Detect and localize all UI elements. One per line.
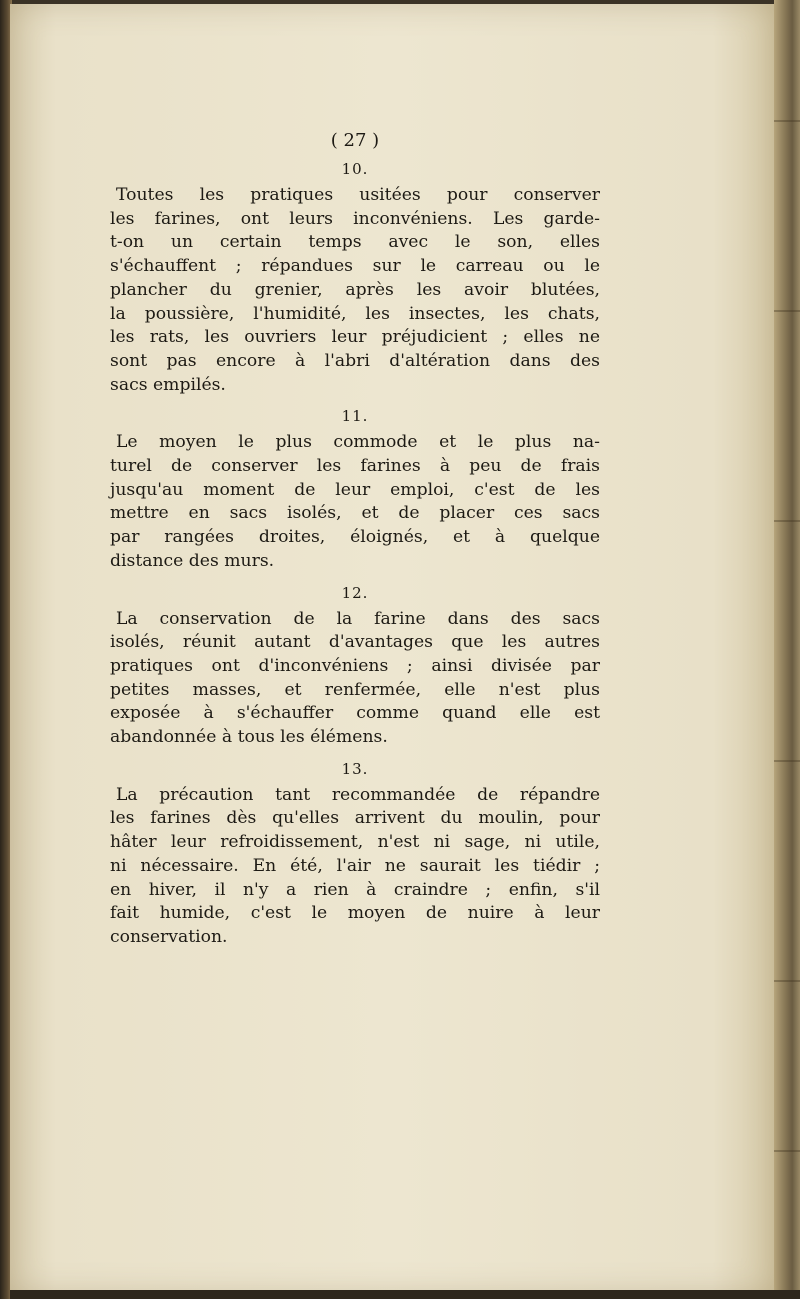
text-line: s'échauffent ; répandues sur le carreau ou le	[110, 256, 600, 277]
page-text-block	[110, 130, 600, 958]
section-12	[110, 582, 600, 750]
section-number: 10.	[341, 160, 369, 178]
paragraph	[110, 784, 600, 950]
text-line: sacs empilés.	[110, 374, 226, 395]
section-number: 12.	[341, 583, 369, 602]
text-line: conservation.	[110, 926, 228, 947]
text-line: par rangées droites, éloignés, et à quelque	[110, 527, 600, 548]
text-line: mettre en sacs isolés, et de placer ces sacs	[110, 503, 600, 524]
paragraph	[110, 431, 600, 573]
section-11	[110, 405, 600, 573]
text-line: en hiver, il n'y a rien à craindre ; enfin, s'il	[110, 879, 600, 900]
text-line: La conservation de la farine dans des sacs	[116, 608, 600, 629]
text-line: la poussière, l'humidité, les insectes, les chats,	[110, 303, 600, 324]
text-line: exposée à s'échauffer comme quand elle est	[110, 703, 600, 724]
paragraph	[110, 608, 600, 750]
text-line: fait humide, c'est le moyen de nuire à leur	[110, 903, 600, 924]
text-line: abandonnée à tous les élémens.	[110, 727, 388, 748]
text-line: ni nécessaire. En été, l'air ne saurait les tiédir ;	[110, 855, 600, 876]
text-line: sont pas encore à l'abri d'altération dans des	[110, 350, 600, 371]
text-line: Toutes les pratiques usitées pour conserver	[116, 185, 600, 205]
text-line: les rats, les ouvriers leur préjudicient ; elles ne	[110, 327, 600, 348]
section-13	[110, 758, 600, 950]
section-number: 13.	[341, 759, 369, 778]
text-line: jusqu'au moment de leur emploi, c'est de les	[110, 479, 600, 500]
text-line: hâter leur refroidissement, n'est ni sage, ni utile,	[110, 832, 600, 853]
text-line: plancher du grenier, après les avoir blutées,	[110, 279, 600, 300]
text-line: pratiques ont d'inconvéniens ; ainsi divisée par	[110, 655, 600, 676]
page-number: ( 27 )	[330, 130, 380, 151]
paragraph	[110, 184, 600, 397]
text-line: distance des murs.	[110, 550, 275, 571]
text-line: Le moyen le plus commode et le plus na-	[116, 432, 600, 453]
text-line: La précaution tant recommandée de répandre	[116, 784, 600, 805]
text-line: isolés, réunit autant d'avantages que les autres	[110, 632, 600, 653]
page-bottom-edge	[10, 1290, 800, 1299]
text-line: petites masses, et renfermée, elle n'est plus	[110, 679, 600, 700]
text-line: turel de conserver les farines à peu de frais	[110, 456, 600, 477]
section-number: 11.	[341, 407, 369, 426]
text-line: t-on un certain temps avec le son, elles	[110, 232, 600, 253]
text-line: les farines dès qu'elles arrivent du moulin, pour	[110, 808, 600, 829]
page-fore-edge	[774, 0, 800, 1299]
section-10	[110, 158, 600, 397]
text-line: les farines, ont leurs inconvéniens. Les garde-	[110, 208, 600, 229]
